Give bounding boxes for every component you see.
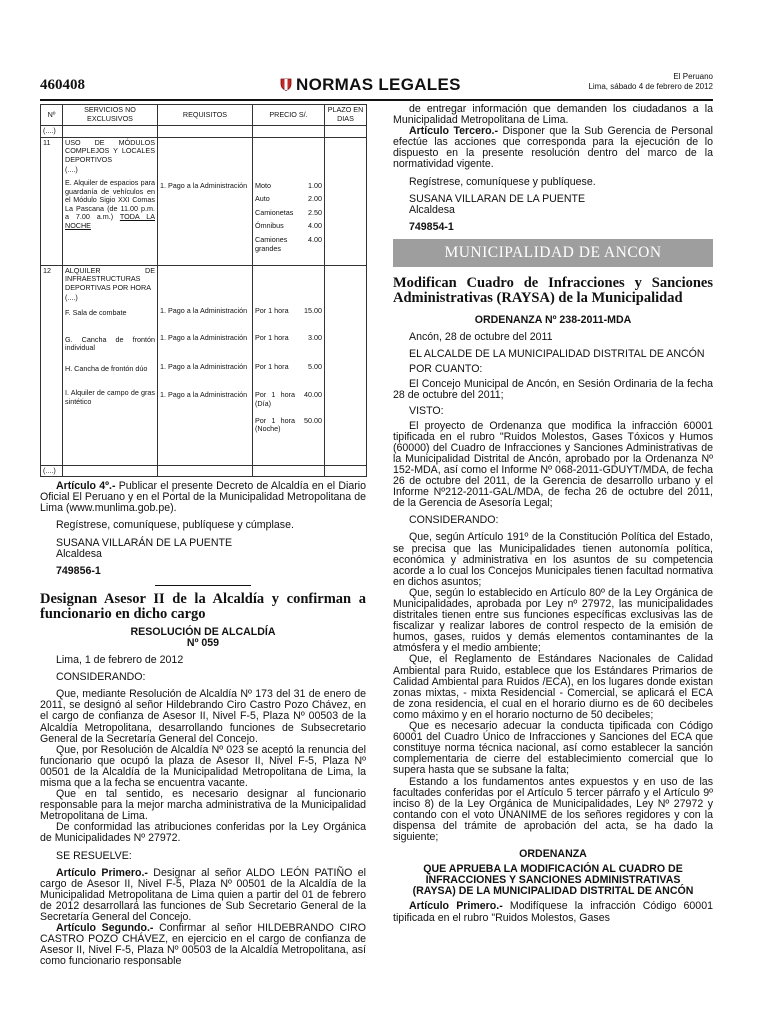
signer-role: Alcaldesa: [56, 547, 102, 560]
municipality-banner: MUNICIPALIDAD DE ANCON: [393, 239, 713, 267]
price-row: [255, 195, 322, 204]
paragraph: Estando a los fundamentos antes expuestos y en uso de las facultades conferidas por el Artículo 5 tercer párrafo y el Artículo 9º inciso 8) de la Ley Orgánica de Municipalidades, Ley Nº 27972 y contando con el voto UNANIME de los señores regidores y con la dispensa del trámite de aprobación del acta, se ha dado la siguiente;: [393, 775, 713, 843]
header-publication: [588, 72, 713, 92]
price-value: 40.00: [304, 390, 322, 400]
article-text: Publicar el presente Decreto de Alcaldía en el Diario Oficial El Peruano y en el Portal de la Municipalidad Metropolitana de Lima (www.munlima.gob.pe).: [40, 480, 366, 515]
article-label: Artículo Tercero.-: [409, 125, 499, 138]
concejo-paragraph: El Concejo Municipal de Ancón, en Sesión Ordinaria de la fecha 28 de octubre del 2011;: [393, 378, 713, 402]
requirement-text: 1. Pago a la Administración: [160, 390, 248, 400]
article-1: [40, 868, 366, 923]
paragraph: De conformidad las atribuciones conferidas por la Ley Orgánica de Municipalidades Nº 27972.: [40, 821, 366, 845]
row-number: 12: [41, 265, 63, 465]
article-text: Modifíquese la infracción Código 60001 tipificada en el rubro "Ruidos Molestos, Gases: [393, 900, 713, 924]
ellipsis-cell: (....): [41, 126, 63, 138]
service-cell: [63, 137, 158, 265]
column-header: REQUISITOS: [158, 105, 253, 126]
left-column: [40, 104, 366, 967]
requirement-text: 1. Pago a la Administración: [160, 361, 248, 371]
ordenanza-heading: ORDENANZA: [519, 848, 587, 861]
article-label: Artículo 4º.-: [56, 480, 116, 493]
resolution-number: Nº 059: [186, 636, 220, 649]
considerando-heading: CONSIDERANDO:: [56, 671, 146, 684]
price-row: [255, 236, 322, 253]
paragraph: Que, según lo establecido en Artículo 80º de la Ley Orgánica de Municipalidades, aprobada por Ley nº 27972, las municipalidades distritales tienen entre sus funciones específicas exclusivas las de fiscalizar y realizar labores de control respecto de la emisión de humos, gases, ruidos y demás elementos contaminantes de la atmósfera y el medio ambiente;: [393, 586, 713, 655]
column-header: SERVICIOS NO EXCLUSIVOS: [63, 105, 158, 126]
signer-name: SUSANA VILLARAN DE LA PUENTE: [409, 192, 586, 205]
price-label: Por 1 hora: [255, 361, 289, 371]
ellipsis-cell: (....): [41, 465, 63, 477]
article-1: [393, 901, 713, 923]
column-header: Nº: [41, 105, 63, 126]
service-cell: [63, 265, 158, 465]
closing-formula: Regístrese, comuníquese, publíquese y cúmplase.: [56, 519, 294, 532]
page-number: 460408: [40, 77, 85, 93]
page-header: [40, 72, 713, 100]
article-label: Artículo Primero.-: [409, 900, 503, 913]
service-item-underlined: TODA LA NOCHE: [65, 212, 155, 230]
document-code: 749856-1: [56, 564, 101, 577]
paragraph: Que es necesario adecuar la conducta tipificada con Código 60001 del Cuadro Único de Infracciones y Sanciones del ECA que constituye norma técnica nacional, así como establecer la sanción complementaria de cierre del establecimiento comercial que lo supera hasta que se subsane la falta;: [393, 720, 713, 777]
paragraph: Que, el Reglamento de Estándares Nacionales de Calidad Ambiental para Ruido, establece que los Estándares Primarios de Calidad Ambiental para Ruidos /ECA), en los lugares donde existan zonas mixtas, - mixta Residencial - Comercial, se aplicará el ECA de zona residencia, el cual en el horario diurno es de 60 decibeles como máximo y en el horario nocturno de 50 decibeles;: [393, 653, 713, 721]
publication-date: Lima, sábado 4 de febrero de 2012: [588, 82, 713, 91]
ordinance-date: Ancón, 28 de octubre del 2011: [409, 331, 553, 344]
ordinance-number: ORDENANZA Nº 238-2011-MDA: [474, 313, 632, 326]
service-title: USO DE MÓDULOS COMPLEJOS Y LOCALES DEPORTIVOS: [65, 137, 155, 164]
paragraph: Que, según Artículo 191º de la Constitución Política del Estado, se precisa que las Municipalidades tienen autonomía política, económica y administrativa en los asuntos de su competencia acorde a lo cual los Concejos Municipales tienen facultad normativa en dichos asuntos;: [393, 531, 713, 588]
price-value: 4.00: [308, 234, 322, 244]
row-number: 11: [41, 137, 63, 265]
price-row: [255, 307, 322, 316]
table-row: [41, 126, 367, 138]
paragraph: Que, por Resolución de Alcaldía Nº 023 se aceptó la renuncia del funcionario que ocupó la plaza de Asesor II, Nivel F-5, Plaza Nº 00501 de la Alcaldía de la Municipalidad Metropolitana de Lima, la misma que a la fecha se encuentra vacante.: [40, 743, 366, 789]
price-row: [255, 182, 322, 191]
service-ellipsis: (....): [65, 293, 78, 303]
signer-role: Alcaldesa: [409, 203, 455, 216]
service-item: F. Sala de combate: [65, 307, 127, 317]
requirement-text: 1. Pago a la Administración: [160, 180, 248, 190]
service-ellipsis: (....): [65, 165, 78, 175]
price-label: Camiones grandes: [255, 234, 288, 253]
visto-paragraph: El proyecto de Ordenanza que modifica la infracción 60001 tipificada en el rubro "Ruidos Molestos, Gases Tóxicos y Humos (60000) del Cuadro de Infracciones y Sanciones Administrativas de la Municipalidad Distrital de Ancón, aprobado por la Ordenanza Nº 152-MDA, así como el Informe Nº 068-2011-GDUYT/MDA, de fecha 26 de octubre del 2011, de la Gerencia de desarrollo urbano y el Informe Nº212-2011-GAL/MDA, de fecha 26 de octubre del 2011, de la Gerencia de Asesoría Legal;: [393, 419, 713, 510]
requirement-text: 1. Pago a la Administración: [160, 333, 248, 343]
considerando-heading: CONSIDERANDO:: [409, 514, 499, 527]
article-label: Artículo Primero.-: [56, 866, 148, 879]
paragraph: Que, mediante Resolución de Alcaldía Nº 173 del 31 de enero de 2011, se designó al señor Hildebrando Ciro Castro Pozo Chávez, en el cargo de confianza de Asesor II, Nivel F-5, Plaza Nº 00503 de la Alcaldía Metropolitana, desarrollando funciones de Subsecretario General de la Secretaría General del Concejo.: [40, 688, 366, 745]
price-value: 4.00: [308, 221, 322, 231]
column-header: PLAZO EN DIAS: [325, 105, 367, 126]
price-value: 1.00: [308, 180, 322, 190]
price-label: Camionetas: [255, 207, 294, 217]
price-cell: [253, 137, 325, 265]
section-title: Designan Asesor II de la Alcaldía y confirman a funcionario en dicho cargo: [40, 590, 366, 623]
price-row: [255, 391, 322, 408]
closing-formula: Regístrese, comuníquese y publíquese.: [409, 175, 596, 188]
price-value: 15.00: [304, 305, 322, 315]
table-header-row: [41, 105, 367, 126]
price-value: 2.00: [308, 194, 322, 204]
continued-text: de entregar información que demanden los ciudadanos a la Municipalidad Metropolitana de Lima.: [393, 103, 713, 127]
article-text: Confirmar al señor HILDEBRANDO CIRO CASTRO POZO CHÁVEZ, en ejercicio en el cargo de confianza de Asesor II, Nivel F-5, Plaza Nº 00503 de la Alcaldía Metropolitana, así como funcionario responsable: [40, 922, 366, 968]
mayor-line: EL ALCALDE DE LA MUNICIPALIDAD DISTRITAL DE ANCÓN: [409, 348, 705, 361]
services-table: [40, 104, 367, 477]
requirement-cell: [158, 265, 253, 465]
price-label: Auto: [255, 194, 270, 204]
price-value: 3.00: [308, 333, 322, 343]
table-row: [41, 137, 367, 265]
paragraph: Que en tal sentido, es necesario designar al funcionario responsable para la mejor marcha administrativa de la Municipalidad Metropolitana de Lima.: [40, 788, 366, 823]
table-row: [41, 265, 367, 465]
service-title: ALQUILER DE INFRAESTRUCTURAS DEPORTIVAS POR HORA: [65, 265, 155, 292]
ordinance-approves: QUE APRUEBA LA MODIFICACIÓN AL CUADRO DE INFRACCIONES Y SANCIONES ADMINISTRATIVAS (RAYSA) DE LA MUNICIPALIDAD DISTRITAL DE ANCÓN: [412, 863, 694, 898]
price-label: Por 1 hora: [255, 333, 289, 343]
article-4: [40, 481, 366, 514]
brand-text: NORMAS LEGALES: [296, 75, 461, 94]
table-row: [41, 465, 367, 477]
header-rule: [40, 99, 713, 101]
price-row: [255, 334, 322, 343]
article-text: Designar al señor ALDO LEÓN PATIÑO el cargo de Asesor II, Nivel F-5, Plaza Nº 00501 de la Alcaldía de la Municipalidad Metropolitana de Lima quien a partir del 01 de febrero de 2012 desarrollará las funciones de Sub Secretario General de la Secretaría General del Concejo.: [40, 866, 366, 923]
price-row: [255, 222, 322, 231]
por-cuanto-heading: POR CUANTO:: [409, 363, 483, 376]
right-column: [393, 104, 713, 924]
requirement-cell: [158, 137, 253, 265]
service-item: G. Cancha de frontón individual: [65, 334, 155, 353]
price-value: 5.00: [308, 361, 322, 371]
resolution-date: Lima, 1 de febrero de 2012: [56, 654, 184, 667]
price-value: 50.00: [304, 415, 322, 425]
coat-of-arms-icon: [280, 78, 292, 91]
resolution-heading: RESOLUCIÓN DE ALCALDÍA: [130, 625, 276, 638]
article-label: Artículo Segundo.-: [56, 922, 154, 935]
signer-name: SUSANA VILLARÁN DE LA PUENTE: [56, 536, 233, 549]
price-row: [255, 209, 322, 218]
publication-name: El Peruano: [673, 72, 713, 81]
brand-title: [280, 75, 461, 95]
price-label: Por 1 hora (Día): [255, 390, 295, 408]
service-item: H. Cancha de frontón dúo: [65, 363, 148, 373]
article-2: [40, 923, 366, 967]
article-3: [393, 126, 713, 170]
service-item: [65, 179, 155, 231]
resuelve-heading: SE RESUELVE:: [56, 849, 132, 862]
service-item: I. Alquiler de campo de gras sintético: [65, 388, 155, 406]
column-header: PRECIO S/.: [253, 105, 325, 126]
section-separator: [155, 585, 251, 586]
price-label: Moto: [255, 180, 271, 190]
requirement-text: 1. Pago a la Administración: [160, 305, 248, 315]
service-item-text: E. Alquiler de espacios para guardanía de vehículos en el Módulo Sigio XXI Comas La Pascana (de 11.00 p.m. a 7.00 a.m.): [65, 177, 155, 222]
document-code: 749854-1: [409, 220, 454, 233]
price-value: 2.50: [308, 207, 322, 217]
price-label: Por 1 hora (Noche): [255, 415, 295, 434]
price-label: Por 1 hora: [255, 305, 289, 315]
visto-heading: VISTO:: [409, 404, 444, 417]
price-label: Ómnibus: [255, 221, 284, 231]
price-cell: [253, 265, 325, 465]
price-row: [255, 363, 322, 372]
article-text: Disponer que la Sub Gerencia de Personal efectúe las acciones que corresponda para la ejecución de lo dispuesto en la presente resolución dentro del marco de la normatividad vigente.: [393, 125, 713, 171]
section-title: Modifican Cuadro de Infracciones y Sanciones Administrativas (RAYSA) de la Municipalidad: [393, 274, 713, 307]
price-row: [255, 417, 322, 434]
